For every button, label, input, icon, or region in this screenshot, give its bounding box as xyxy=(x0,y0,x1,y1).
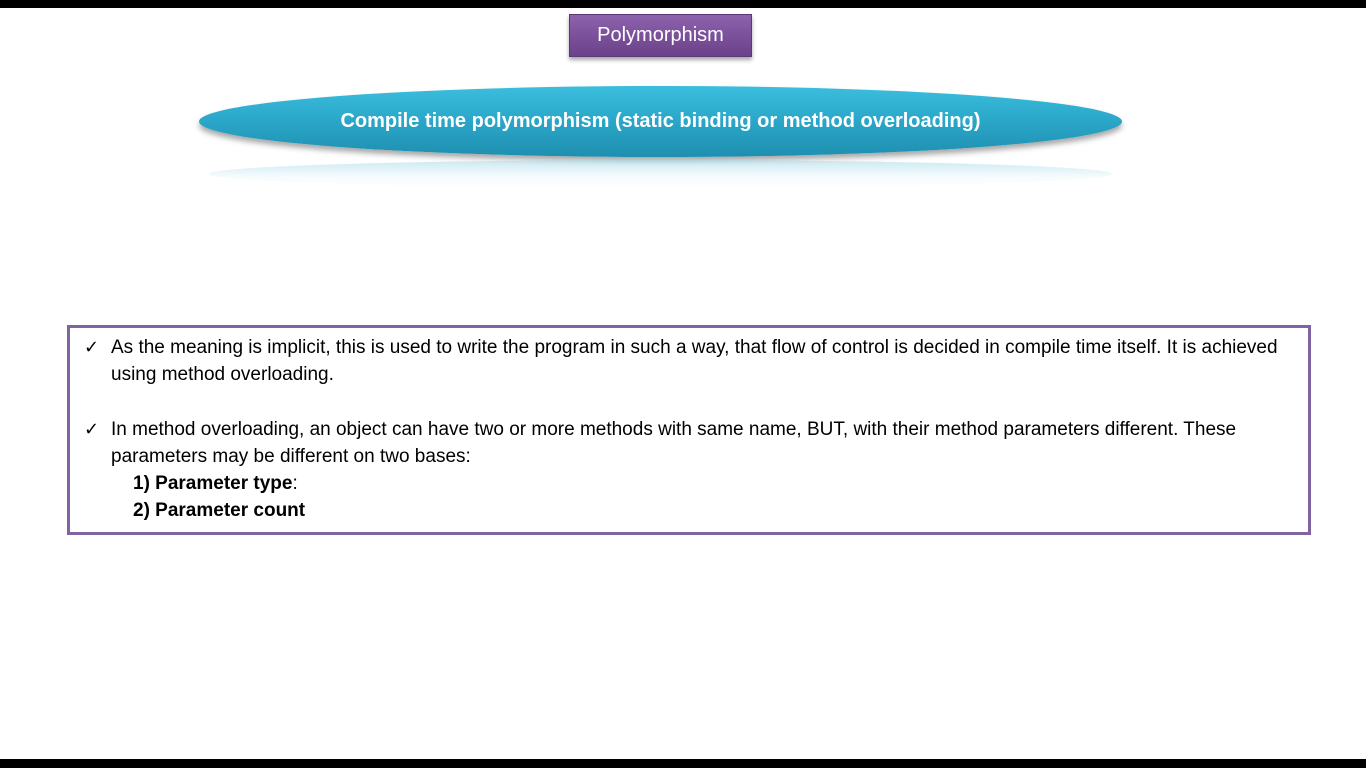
subtitle-oval xyxy=(199,86,1122,157)
sub-item-label: 2) Parameter count xyxy=(133,500,306,521)
subtitle-text: Compile time polymorphism (static binding or method overloading) xyxy=(340,110,981,132)
checkmark-icon: ✓ xyxy=(84,419,100,440)
sub-list xyxy=(111,470,1294,524)
bullet-text: In method overloading, an object can have two or more methods with same name, BUT, with their method parameters different. These parameters may be different on two bases: xyxy=(111,419,1237,467)
bullet-text: As the meaning is implicit, this is used to write the program in such a way, that flow of control is decided in compile time itself. It is achieved using method overloading. xyxy=(111,337,1278,385)
slide xyxy=(0,8,1366,759)
checkmark-icon: ✓ xyxy=(84,337,100,358)
content-box xyxy=(67,325,1311,535)
sub-item-suffix: : xyxy=(292,473,298,494)
bullet-item xyxy=(84,334,1294,388)
slide-title: Polymorphism xyxy=(597,24,724,46)
bullet-body xyxy=(111,416,1294,524)
sub-item-parameter-count xyxy=(133,497,1294,524)
slide-title-box xyxy=(569,14,752,57)
oval-reflection xyxy=(209,160,1112,188)
sub-item-label: 1) Parameter type xyxy=(133,473,293,494)
bullet-item xyxy=(84,416,1294,524)
sub-item-parameter-type xyxy=(133,470,1294,497)
